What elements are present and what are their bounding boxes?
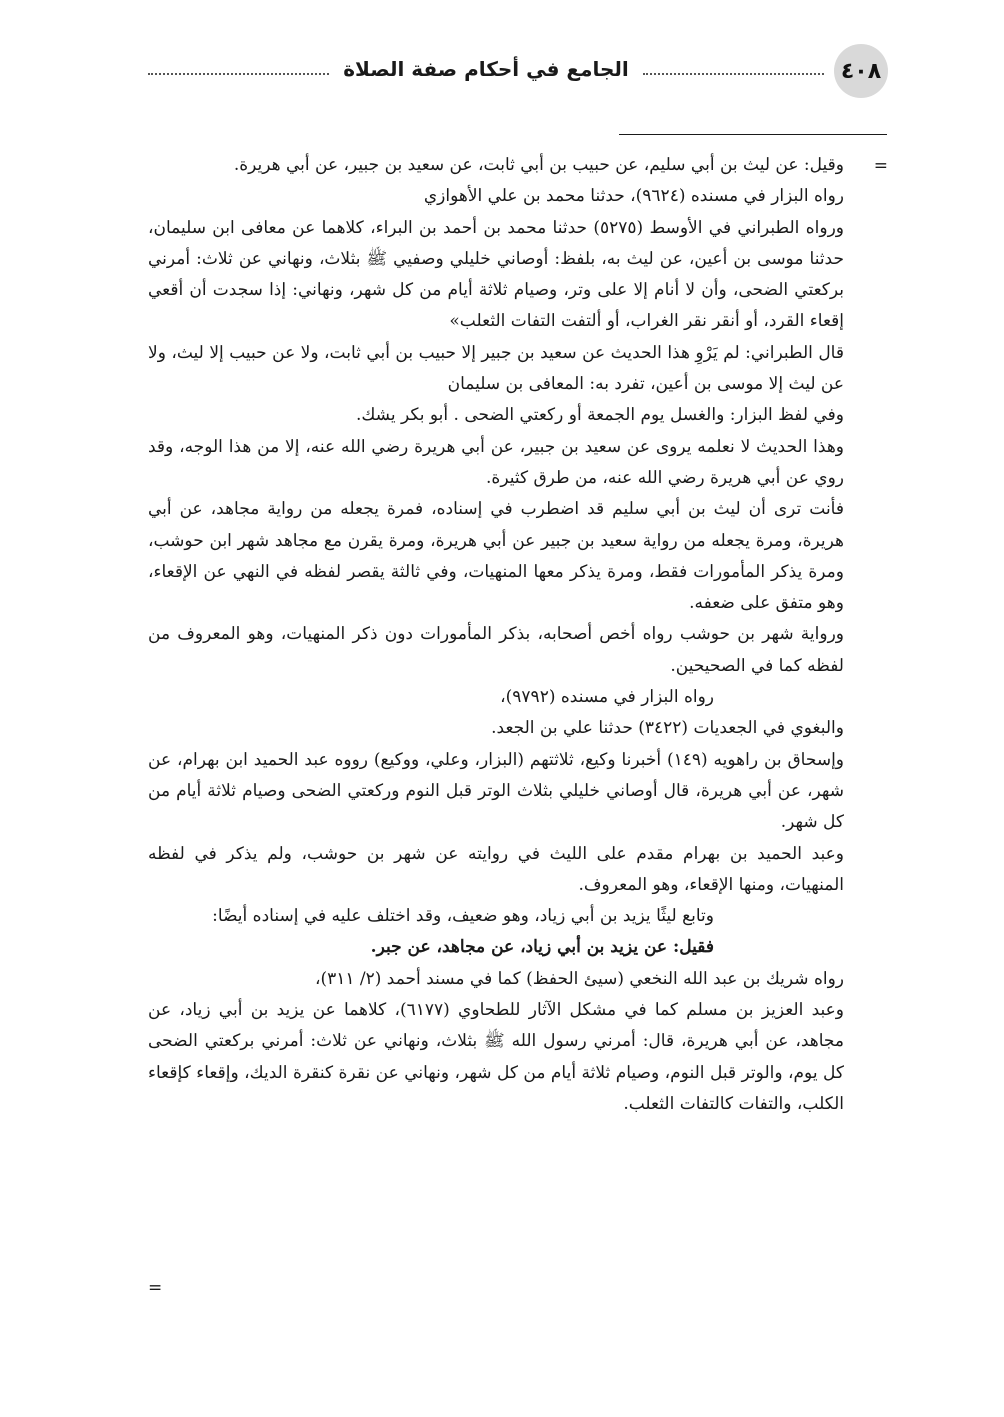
paragraph: وعبد الحميد بن بهرام مقدم على الليث في روايته عن شهر بن حوشب، ولم يذكر في لفظه المنهيات، ومنها الإقعاء، وهو المعروف. [148,843,844,895]
continuation-mark-top: = [873,156,888,176]
continuation-mark-bottom: = [148,1278,163,1298]
paragraph: وعبد العزيز بن مسلم كما في مشكل الآثار للطحاوي (٦١٧٧)، كلاهما عن يزيد بن أبي زياد، عن مجاهد، عن أبي هريرة، قال: أمرني رسول الله ﷺ بثلاث، ونهاني عن ثلاث: أمرني بركعتي الضحى كل يوم، والوتر قبل النوم، وصيام ثلاثة أيام من كل شهر، ونهاني عن نقرة كنقرة الديك، وإقعاء كإقعاء الكلب، والتفات كالتفات الثعلب. [148,1000,844,1114]
running-header [148,54,824,84]
paragraph: رواه البزار في مسنده (٩٧٩٢)، [500,687,714,708]
paragraph: ورواية شهر بن حوشب رواه أخص أصحابه، بذكر المأمورات دون ذكر المنهيات، وهو المعروف من لفظه كما في الصحيحين. [148,624,844,676]
page-number: ٤٠٨ [840,58,882,84]
page-number-badge [834,44,888,98]
paragraph: وتابع ليثًا يزيد بن أبي زياد، وهو ضعيف، وقد اختلف عليه في إسناده أيضًا: [212,906,714,927]
paragraph: وإسحاق بن راهويه (١٤٩) أخبرنا وكيع، ثلاثتهم (البزار، وعلي، ووكيع) رووه عبد الحميد ابن بهرام، عن شهر، عن أبي هريرة، قال أوصاني خليلي بثلاث الوتر قبل النوم وركعتي الضحى وصيام ثلاثة أيام من كل شهر. [148,749,845,833]
paragraph: وهذا الحديث لا نعلمه يروى عن سعيد بن جبير، عن أبي هريرة رضي الله عنه، إلا من هذا الوجه، وقد روي عن أبي هريرة رضي الله عنه، من طرق كثيرة. [148,436,844,488]
paragraph: وقيل: عن ليث بن أبي سليم، عن حبيب بن أبي ثابت، عن سعيد بن جبير، عن أبي هريرة. [233,155,844,175]
paragraph: وفي لفظ البزار: والغسل يوم الجمعة أو ركعتي الضحى . أبو بكر يشك. [355,405,844,426]
footnote-separator [619,134,887,135]
book-title: الجامع في أحكام صفة الصلاة [343,57,629,81]
footnote-body [148,150,844,1120]
paragraph: قال الطبراني: لم يَرْوِ هذا الحديث عن سعيد بن جبير إلا حبيب بن أبي ثابت، ولا عن حبيب إلا ليث، ولا عن ليث إلا موسى بن أعين، تفرد به: المعافى بن سليمان [148,342,844,395]
paragraph: رواه البزار في مسنده (٩٦٢٤)، حدثنا محمد بن علي الأهوازي [423,186,844,207]
paragraph: ورواه الطبراني في الأوسط (٥٢٧٥) حدثنا محمد بن أحمد بن البراء، كلاهما عن معافى ابن سليمان، حدثنا موسى بن أعين، عن ليث به، بلفظ: أوصاني خليلي وصفيي ﷺ بثلاث، ونهاني عن ثلاث: أمرني بركعتي الضحى، وأن لا أنام إلا على وتر، وصيام ثلاثة أيام من كل شهر، ونهاني: إذا سجدت أن أقعي إقعاء القرد، أو أنقر نقر الغراب، أو ألتفت التفات الثعلب» [148,217,844,332]
paragraph-bold-heading: فقيل: عن يزيد بن أبي زياد، عن مجاهد، عن جبر. [370,937,714,958]
header-dotted-leader-left [148,73,329,75]
paragraph: فأنت ترى أن ليث بن أبي سليم قد اضطرب في إسناده، فمرة يجعله من رواية مجاهد، عن أبي هريرة، ومرة يجعله من رواية سعيد بن جبير عن أبي هريرة، ومرة يقرن مع مجاهد شهر ابن حوشب، ومرة يذكر المأمورات فقط، ومرة يذكر معها المنهيات، وفي ثالثة يقصر لفظه في النهي عن الإقعاء، وهو متفق على ضعفه. [148,499,844,614]
paragraph: رواه شريك بن عبد الله النخعي (سيئ الحفظ) كما في مسند أحمد (٢/ ٣١١)، [314,968,844,989]
header-dotted-leader-right [643,73,824,75]
paragraph: والبغوي في الجعديات (٣٤٢٢) حدثنا علي بن الجعد. [491,718,844,739]
